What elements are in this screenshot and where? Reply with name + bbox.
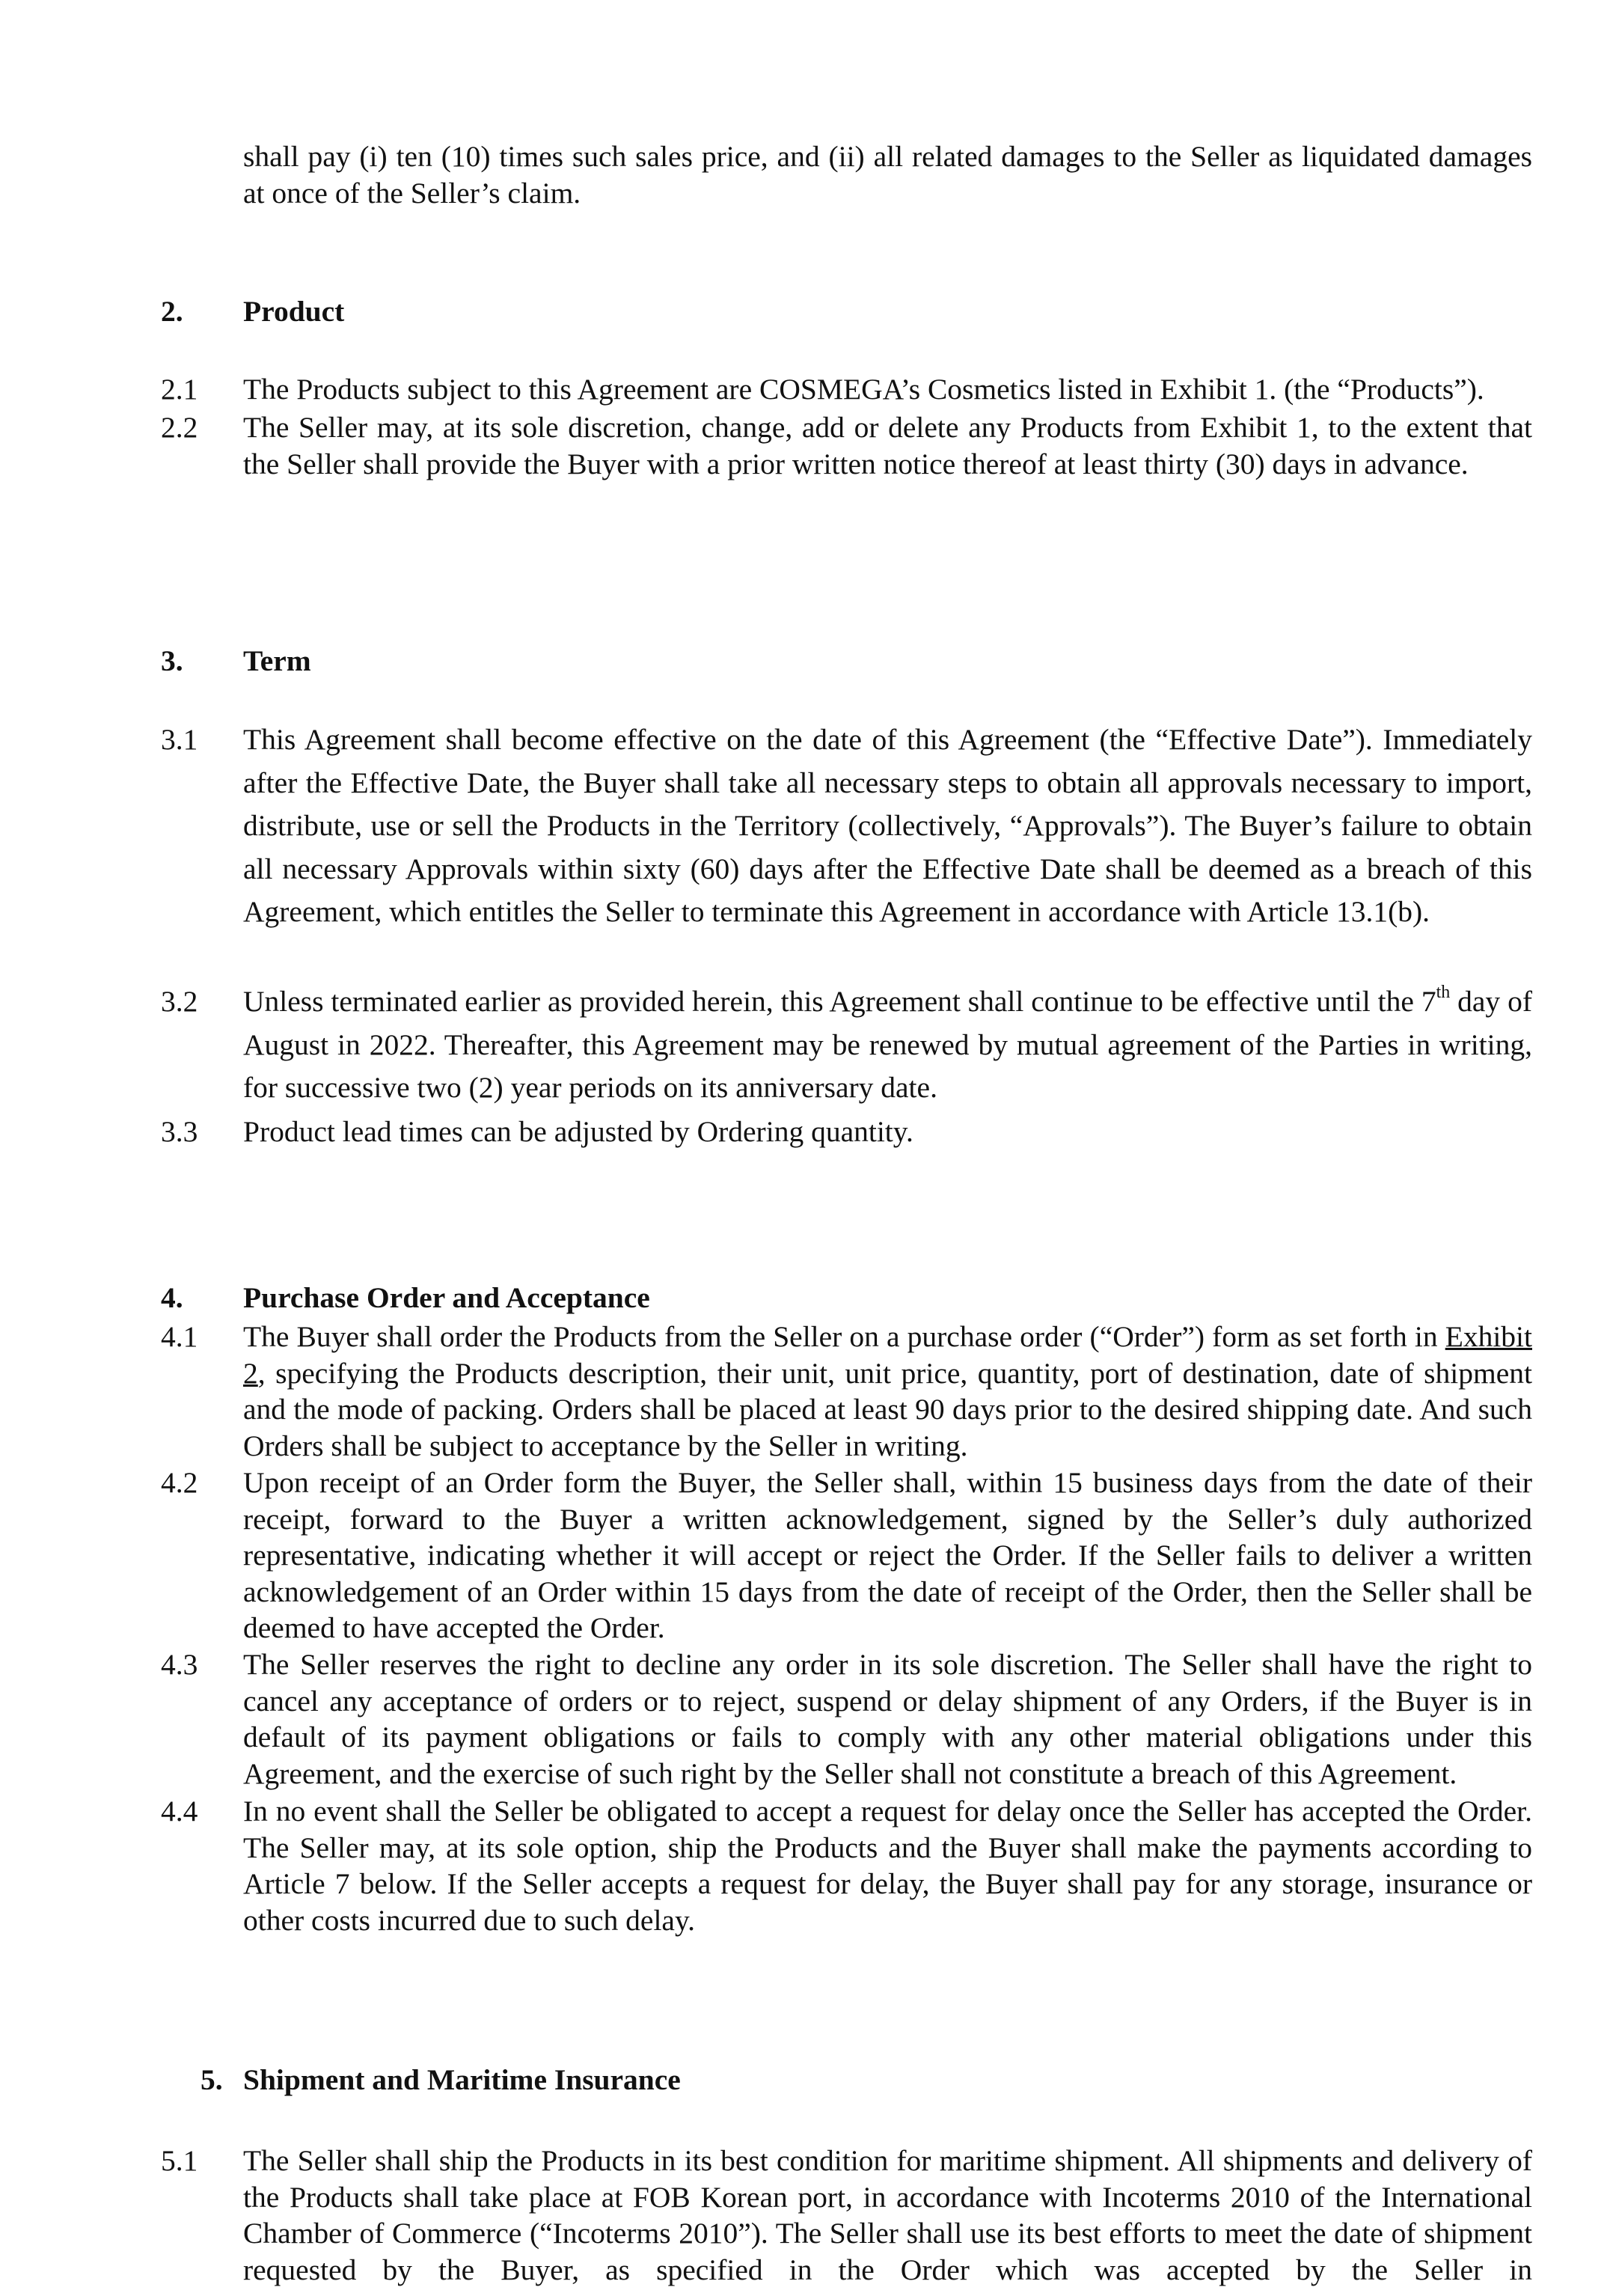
- clause-text: The Seller shall ship the Products in its best condition for maritime shipment. All shipments and delivery of the Products shall take place at FOB Korean port, in accordance with Incoterms 2010 of the International Chamber of Commerce (“Incoterms 2010”). The Seller shall use its best efforts to meet the date of shipment requested by the Buyer, as specified in the Order which was accepted by the Seller in: [243, 2144, 1532, 2286]
- clause-number: 2.2: [161, 411, 198, 444]
- section-2-heading: [161, 294, 1532, 329]
- clause-text-part: day of August in 2022. Thereafter, this Agreement may be renewed by mutual agreement of the Parties in writing, for successive two (2) year periods on its anniversary date.: [243, 985, 1532, 1104]
- clause-number: 3.2: [161, 985, 198, 1018]
- clause-2-1: [161, 371, 1532, 408]
- clause-number: 5.1: [161, 2144, 198, 2177]
- clause-text: In no event shall the Seller be obligated to accept a request for delay once the Seller has accepted the Order. The Seller may, at its sole option, ship the Products and the Buyer shall make the payments according to Article 7 below. If the Seller accepts a request for delay, the Buyer shall pay for any storage, insurance or other costs incurred due to such delay.: [243, 1795, 1532, 1937]
- section-number: 2.: [161, 295, 183, 328]
- clause-text: The Seller reserves the right to decline any order in its sole discretion. The Seller shall have the right to cancel any acceptance of orders or to reject, suspend or delay shipment of any Orders, if the Buyer is in default of its payment obligations or fails to comply with any other material obligations under this Agreement, and the exercise of such right by the Seller shall not constitute a breach of this Agreement.: [243, 1648, 1532, 1790]
- clause-3-3: [161, 1111, 1532, 1154]
- clause-number: 4.2: [161, 1466, 198, 1499]
- clause-text: Product lead times can be adjusted by Ordering quantity.: [243, 1115, 913, 1148]
- section-4-heading: [161, 1280, 1532, 1315]
- section-number: 3.: [161, 644, 183, 677]
- clause-number: 4.4: [161, 1795, 198, 1828]
- clause-2-2: [161, 409, 1532, 482]
- clause-4-4: [161, 1793, 1532, 1938]
- clause-text: The Seller may, at its sole discretion, change, add or delete any Products from Exhibit 1, to the extent that the Seller shall provide the Buyer with a prior written notice thereof at least thirty (30) days in advance.: [243, 411, 1532, 480]
- clause-number: 4.3: [161, 1648, 198, 1681]
- clause-number: 3.3: [161, 1115, 198, 1148]
- ordinal-suffix: th: [1436, 983, 1451, 1002]
- intro-text: shall pay (i) ten (10) times such sales price, and (ii) all related damages to the Seller as liquidated damages at once of the Seller’s claim.: [243, 140, 1532, 210]
- intro-paragraph: [161, 138, 1532, 211]
- clause-text: The Products subject to this Agreement are COSMEGA’s Cosmetics listed in Exhibit 1. (the “Products”).: [243, 373, 1484, 406]
- clause-number: 3.1: [161, 723, 198, 756]
- clause-5-1: [161, 2143, 1532, 2288]
- clause-text: Upon receipt of an Order form the Buyer, the Seller shall, within 15 business days from the date of their receipt, forward to the Buyer a written acknowledgement, signed by the Seller’s duly authorized representative, indicating whether it will accept or reject the Order. If the Seller fails to deliver a written acknowledgement of an Order within 15 days from the date of receipt of the Order, then the Seller shall be deemed to have accepted the Order.: [243, 1466, 1532, 1644]
- clause-text: [243, 1319, 1532, 1464]
- section-title: Shipment and Maritime Insurance: [243, 2063, 681, 2096]
- clause-4-1: [161, 1319, 1532, 1464]
- section-3-heading: [161, 644, 1532, 678]
- section-title: Term: [243, 644, 311, 677]
- section-5-heading: [201, 2063, 1572, 2097]
- section-title: Purchase Order and Acceptance: [243, 1281, 650, 1314]
- section-number: 5.: [201, 2063, 223, 2096]
- clause-text-part: The Buyer shall order the Products from the Seller on a purchase order (“Order”) form as set forth in: [243, 1320, 1445, 1353]
- clause-4-2: [161, 1465, 1532, 1646]
- clause-4-3: [161, 1646, 1532, 1792]
- clause-text: This Agreement shall become effective on the date of this Agreement (the “Effective Date”). Immediately after the Effective Date, the Buyer shall take all necessary steps to obtain all approvals necessary to import, distribute, use or sell the Products in the Territory (collectively, “Approvals”). The Buyer’s failure to obtain all necessary Approvals within sixty (60) days after the Effective Date shall be deemed as a breach of this Agreement, which entitles the Seller to terminate this Agreement in accordance with Article 13.1(b).: [243, 723, 1532, 928]
- exhibit-2-link[interactable]: Exhibit 2: [243, 1320, 1532, 1390]
- clause-text: [243, 980, 1532, 1110]
- section-number: 4.: [161, 1281, 183, 1314]
- section-title: Product: [243, 295, 345, 328]
- clause-number: 2.1: [161, 373, 198, 406]
- clause-text-part: , specifying the Products description, their unit, unit price, quantity, port of destination, date of shipment and the mode of packing. Orders shall be placed at least 90 days prior to the desired shipping date. And such Orders shall be subject to acceptance by the Seller in writing.: [243, 1356, 1532, 1462]
- clause-3-1: [161, 718, 1532, 934]
- clause-3-2: [161, 980, 1532, 1110]
- clause-text-part: Unless terminated earlier as provided herein, this Agreement shall continue to be effective until the 7: [243, 985, 1436, 1018]
- clause-number: 4.1: [161, 1320, 198, 1353]
